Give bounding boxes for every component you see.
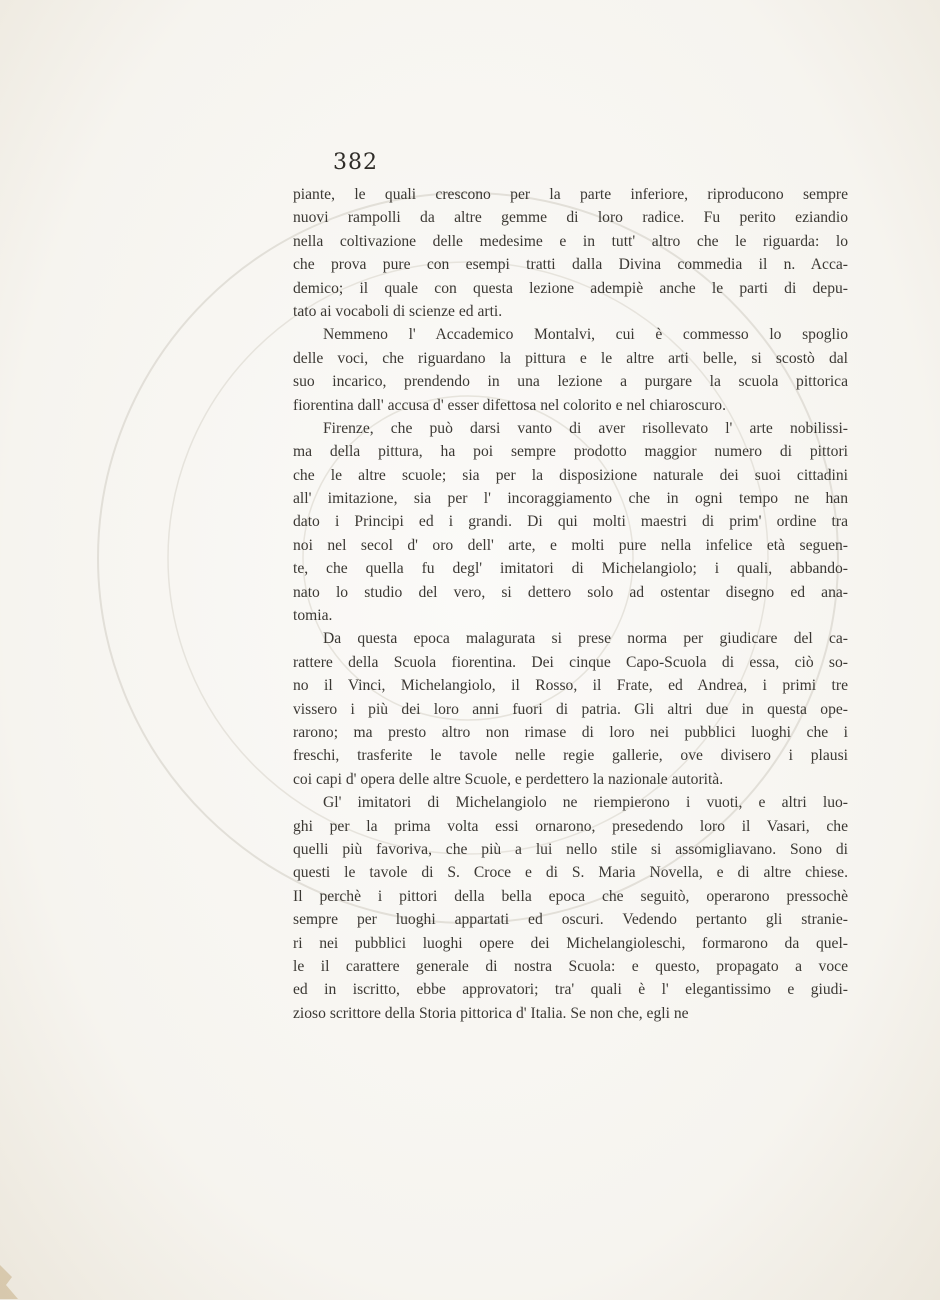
paragraph — [293, 417, 848, 628]
text-line: nato lo studio del vero, si dettero solo ad ostentar disegno ed ana- — [293, 583, 848, 601]
text-line: le il carattere generale di nostra Scuola: e questo, propagato a voce — [293, 957, 848, 975]
text-line: che prova pure con esempi tratti dalla Divina commedia il n. Acca- — [293, 256, 848, 274]
paragraph — [293, 323, 848, 417]
paragraph — [293, 627, 848, 791]
text-line: Da questa epoca malagurata si prese norma per giudicare del ca- — [323, 630, 848, 648]
text-line: delle voci, che riguardano la pittura e le altre arti belle, si scostò dal — [293, 349, 848, 367]
text-line: ma della pittura, ha poi sempre prodotto maggior numero di pittori — [293, 443, 848, 461]
text-line: suo incarico, prendendo in una lezione a purgare la scuola pittorica — [293, 373, 848, 391]
text-line: zioso scrittore della Storia pittorica d' Italia. Se non che, egli ne — [293, 1004, 689, 1022]
paper-edge-mark-icon — [0, 1255, 28, 1300]
text-line: fiorentina dall' accusa d' esser difettosa nel colorito e nel chiaroscuro. — [293, 396, 726, 414]
text-line: rattere della Scuola fiorentina. Dei cinque Capo-Scuola di essa, ciò so- — [293, 653, 848, 671]
paragraph — [293, 791, 848, 1025]
text-line: Gl' imitatori di Michelangiolo ne riempierono i vuoti, e altri luo- — [323, 794, 848, 812]
text-line: quelli più favoriva, che più a lui nello stile si assomigliavano. Sono di — [293, 840, 848, 858]
text-line: no il Vinci, Michelangiolo, il Rosso, il Frate, ed Andrea, i primi tre — [293, 677, 848, 695]
text-line: tomia. — [293, 607, 333, 625]
text-line: vissero i più dei loro anni fuori di patria. Gli altri due in questa ope- — [293, 700, 848, 718]
text-line: Firenze, che può darsi vanto di aver risollevato l' arte nobilissi- — [323, 419, 848, 437]
paragraph — [293, 183, 848, 323]
text-line: ghi per la prima volta essi ornarono, presedendo loro il Vasari, che — [293, 817, 848, 835]
text-line: rarono; ma presto altro non rimase di loro nei pubblici luoghi che i — [293, 723, 848, 741]
text-line: coi capi d' opera delle altre Scuole, e perdettero la nazionale autorità. — [293, 770, 724, 788]
text-line: ri nei pubblici luoghi opere dei Michelangioleschi, formarono da quel- — [293, 934, 848, 952]
text-line: dato i Principi ed i grandi. Di qui molti maestri di prim' ordine tra — [293, 513, 848, 531]
text-line: demico; il quale con questa lezione adempiè anche le parti di depu- — [293, 279, 848, 297]
text-line: noi nel secol d' oro dell' arte, e molti pure nella infelice età seguen- — [293, 536, 848, 554]
text-line: te, che quella fu degl' imitatori di Michelangiolo; i quali, abbando- — [293, 560, 848, 578]
text-line: nella coltivazione delle medesime e in tutt' altro che le riguarda: lo — [293, 232, 848, 250]
text-line: ed in iscritto, ebbe approvatori; tra' quali è l' elegantissimo e giudi- — [293, 981, 848, 999]
page-number: 382 — [333, 150, 378, 175]
text-line: Nemmeno l' Accademico Montalvi, cui è commesso lo spoglio — [323, 326, 848, 344]
text-line: Il perchè i pittori della bella epoca che seguitò, operarono pressochè — [293, 887, 848, 905]
text-line: freschi, trasferite le tavole nelle regie gallerie, ove divisero i plausi — [293, 747, 848, 765]
body-text — [293, 183, 848, 1025]
text-line: che le altre scuole; sia per la disposizione naturale dei suoi cittadini — [293, 466, 848, 484]
text-line: piante, le quali crescono per la parte inferiore, riproducono sempre — [293, 186, 848, 203]
text-line: all' imitazione, sia per l' incoraggiamento che in ogni tempo ne han — [293, 490, 848, 508]
text-line: sempre per luoghi appartati ed oscuri. Vedendo pertanto gli stranie- — [293, 911, 848, 929]
text-line: questi le tavole di S. Croce e di S. Maria Novella, e di altre chiese. — [293, 864, 848, 882]
text-line: nuovi rampolli da altre gemme di loro radice. Fu perito eziandio — [293, 209, 848, 227]
text-line: tato ai vocaboli di scienze ed arti. — [293, 302, 503, 320]
